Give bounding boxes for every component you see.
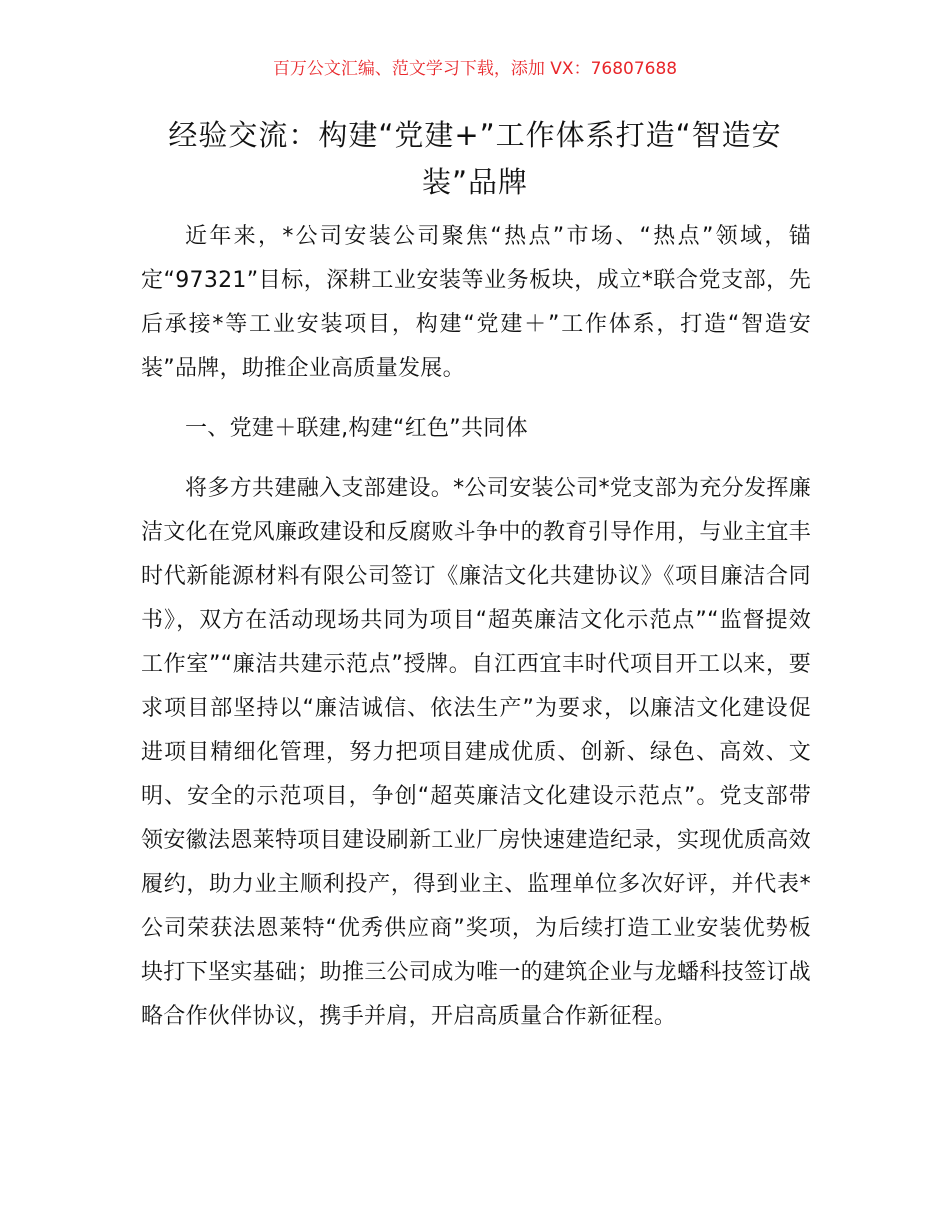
document-body — [141, 215, 811, 1055]
intro-paragraph: 近年来，*公司安装公司聚焦“热点”市场、“热点”领域，锚定“97321”目标，深耕工业安装等业务板块，成立*联合党支部，先后承接*等工业安装项目，构建“党建＋”工作体系，打造“智造安装”品牌，助推企业高质量发展。 — [141, 224, 811, 381]
document-title: 经验交流：构建“党建+”工作体系打造“智造安装”品牌 — [168, 118, 782, 199]
header-watermark-note: 百万公文汇编、范文学习下载，添加 VX：76807688 — [272, 59, 678, 79]
section-heading: 一、党建＋联建,构建“红色”共同体 — [185, 416, 528, 441]
section-paragraph: 将多方共建融入支部建设。*公司安装公司*党支部为充分发挥廉洁文化在党风廉政建设和反腐败斗争中的教育引导作用，与业主宜丰时代新能源材料有限公司签订《廉洁文化共建协议》《项目廉洁合同书》，双方在活动现场共同为项目“超英廉洁文化示范点”“监督提效工作室”“廉洁共建示范点”授牌。自江西宜丰时代项目开工以来，要求项目部坚持以“廉洁诚信、依法生产”为要求，以廉洁文化建设促进项目精细化管理，努力把项目建成优质、创新、绿色、高效、文明、安全的示范项目，争创“超英廉洁文化建设示范点”。党支部带领安徽法恩莱特项目建设刷新工业厂房快速建造纪录，实现优质高效履约，助力业主顺利投产，得到业主、监理单位多次好评，并代表*公司荣获法恩莱特“优秀供应商”奖项，为后续打造工业安装优势板块打下坚实基础；助推三公司成为唯一的建筑企业与龙蟠科技签订战略合作伙伴协议，携手并肩，开启高质量合作新征程。 — [141, 476, 811, 1029]
